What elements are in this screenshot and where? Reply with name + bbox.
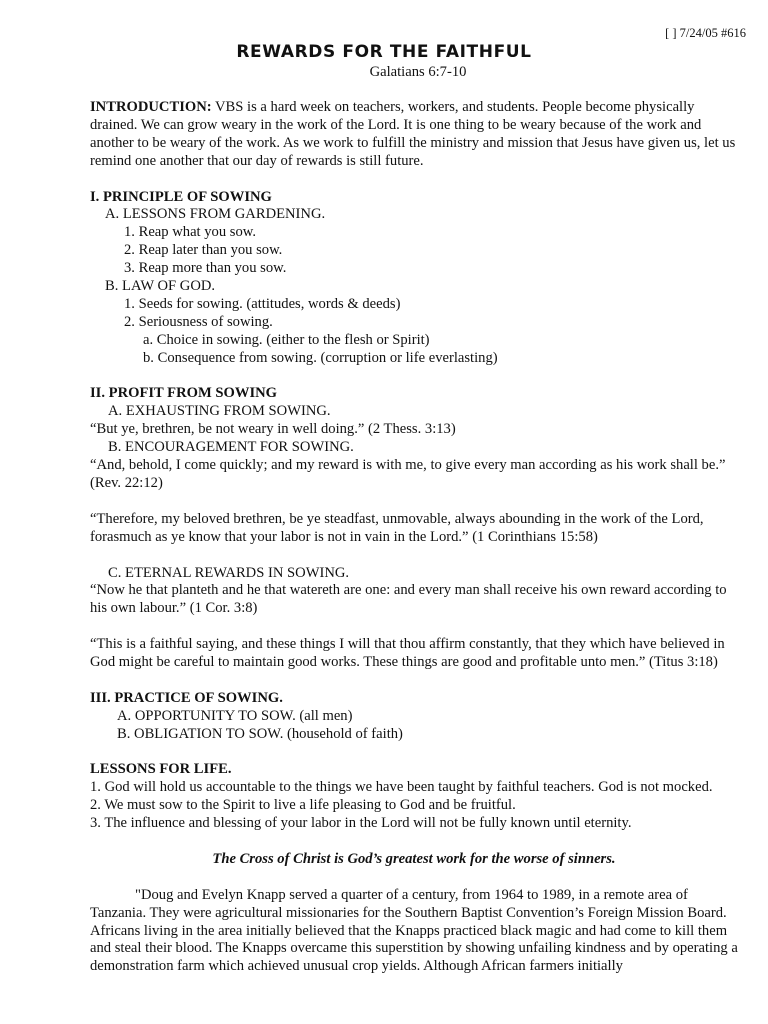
illustration-paragraph: "Doug and Evelyn Knapp served a quarter of a century, from 1964 to 1989, in a remote area of Tanzania. They were agricultural missionaries for the Southern Baptist Convention’s Foreign Mission Board. Africans living in the area initially believed that the Knapps practiced black magic and had come to kill them and steal their blood. The Knapps overcame this superstition by showing unfailing kindness and by operating a demonstration farm which achieved unusual crop yields. Although African farmers initially: [90, 886, 738, 975]
section-1-a-item: 3. Reap more than you sow.: [124, 260, 287, 277]
document-title: REWARDS FOR THE FAITHFUL: [236, 42, 532, 62]
document-body: [90, 99, 738, 976]
section-1-a-item: 2. Reap later than you sow.: [124, 242, 283, 259]
lessons-heading: LESSONS FOR LIFE.: [90, 761, 232, 778]
lesson-item: 1. God will hold us accountable to the things we have been taught by faithful teachers. God is not mocked.: [90, 779, 713, 796]
lesson-item: 3. The influence and blessing of your labor in the Lord will not be fully known until eternity.: [90, 815, 632, 832]
section-2-point-b: B. ENCOURAGEMENT FOR SOWING.: [108, 439, 354, 456]
scripture-reference: Galatians 6:7-10: [369, 64, 467, 80]
section-1-a-item: 1. Reap what you sow.: [124, 224, 256, 241]
section-1-point-b: B. LAW OF GOD.: [105, 278, 216, 295]
section-2-point-c: C. ETERNAL REWARDS IN SOWING.: [108, 564, 350, 581]
introduction: [90, 99, 738, 171]
section-1-b2-sub-b: b. Consequence from sowing. (corruption or life everlasting): [143, 349, 498, 366]
section-1-point-a: A. LESSONS FROM GARDENING.: [105, 206, 326, 223]
closing-statement: The Cross of Christ is God’s greatest work for the worse of sinners.: [212, 850, 616, 867]
section-2-point-a: A. EXHAUSTING FROM SOWING.: [108, 403, 331, 420]
section-1-b-item-2: 2. Seriousness of sowing.: [124, 313, 273, 330]
introduction-label: INTRODUCTION:: [90, 99, 212, 115]
section-3-heading: III. PRACTICE OF SOWING.: [90, 689, 283, 706]
section-2-heading: II. PROFIT FROM SOWING: [90, 385, 278, 402]
section-2-a-quote: “But ye, brethren, be not weary in well doing.” (2 Thess. 3:13): [90, 421, 456, 438]
section-3-point-b: B. OBLIGATION TO SOW. (household of faith): [117, 725, 403, 742]
section-1-b2-sub-a: a. Choice in sowing. (either to the flesh or Spirit): [143, 331, 430, 348]
section-2-b-quote-2: “Therefore, my beloved brethren, be ye steadfast, unmovable, always abounding in the work of the Lord, forasmuch as ye know that your labor is not in vain in the Lord.” (1 Corinthians 15:58): [90, 510, 704, 545]
lesson-item: 2. We must sow to the Spirit to live a life pleasing to God and be fruitful.: [90, 797, 516, 814]
section-2-c-quote-2: “This is a faithful saying, and these things I will that thou affirm constantly, that they which have believed in God might be careful to maintain good works. These things are good and profitable unto men.” (Titus 3:18): [90, 636, 725, 671]
section-1-b-item-1: 1. Seeds for sowing. (attitudes, words & deeds): [124, 295, 401, 312]
section-3-point-a: A. OPPORTUNITY TO SOW. (all men): [117, 707, 353, 724]
section-2-b-quote-1: “And, behold, I come quickly; and my reward is with me, to give every man according as his work shall be.” (Rev. 22:12): [90, 457, 726, 491]
section-2-c-quote-1: “Now he that planteth and he that watereth are one: and every man shall receive his own reward according to his own labour.” (1 Cor. 3:8): [90, 582, 727, 617]
document-reference: [ ] 7/24/05 #616: [665, 26, 746, 40]
introduction-text: VBS is a hard week on teachers, workers, and students. People become physically drained. We can grow weary in the work of the Lord. It is one thing to be weary because of the work and another to be weary of the work. As we work to fulfill the ministry and mission that Jesus have given us, let us remind one another that our day of rewards is still future.: [90, 99, 736, 169]
section-1-heading: I. PRINCIPLE OF SOWING: [90, 188, 272, 205]
